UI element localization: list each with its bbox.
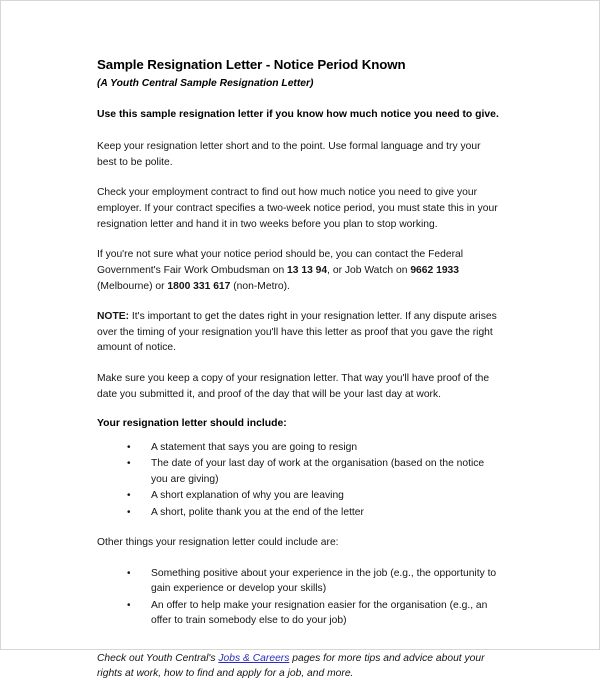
list-item [97,456,501,487]
list-item-label: A short explanation of why you are leaving [151,490,344,501]
contacts-text-4: (non-Metro). [230,281,290,292]
jobs-and-careers-link[interactable]: Jobs & Careers [218,653,289,664]
list-item [97,488,501,503]
bullet-icon: • [127,505,131,520]
list-item-label: A statement that says you are going to resign [151,442,357,453]
list-should-include [97,440,501,520]
note-text: It's important to get the dates right in your resignation letter. If any dispute arises over the timing of your resignation you'll have this letter as proof that you gave the right amount of notice. [97,311,497,353]
contacts-text-3: (Melbourne) or [97,281,167,292]
phone-fair-work-ombudsman: 13 13 94 [287,265,327,276]
list-item [97,598,501,629]
list-item-label: A short, polite thank you at the end of the letter [151,507,364,518]
page-title: Sample Resignation Letter - Notice Period Known [97,57,501,74]
bullet-icon: • [127,488,131,503]
bullet-icon: • [127,456,131,471]
paragraph-keep-short: Keep your resignation letter short and to the point. Use formal language and try your best to be polite. [97,139,501,170]
section-heading-should-include: Your resignation letter should include: [97,417,501,432]
phone-job-watch-melbourne: 9662 1933 [410,265,459,276]
note-label: NOTE: [97,311,129,322]
contacts-text-2: , or Job Watch on [327,265,410,276]
paragraph-note [97,309,501,356]
phone-job-watch-non-metro: 1800 331 617 [167,281,230,292]
paragraph-contacts [97,247,501,294]
list-item-label: An offer to help make your resignation easier for the organisation (e.g., an offer to train somebody else to do your job) [151,600,487,626]
document-body [97,57,501,681]
closing-text-1: Check out Youth Central's [97,653,218,664]
bullet-icon: • [127,598,131,613]
list-item [97,566,501,597]
page-subtitle: (A Youth Central Sample Resignation Letter) [97,77,501,90]
section-heading-other-things: Other things your resignation letter could include are: [97,535,501,551]
list-item-label: The date of your last day of work at the organisation (based on the notice you are giving) [151,458,484,484]
closing-paragraph [97,651,501,681]
closing-text-2: pages for more tips and advice about your rights at work, how to find and apply for a job, and more. [97,653,485,679]
list-item [97,505,501,520]
list-other-things [97,566,501,629]
bullet-icon: • [127,440,131,455]
bullet-icon: • [127,566,131,581]
list-item-label: Something positive about your experience in the job (e.g., the opportunity to gain experience or develop your skills) [151,568,496,594]
contacts-text-1: If you're not sure what your notice period should be, you can contact the Federal Government's Fair Work Ombudsman on [97,249,463,276]
list-item [97,440,501,455]
paragraph-keep-copy: Make sure you keep a copy of your resignation letter. That way you'll have proof of the date you submitted it, and proof of the day that will be your last day at work. [97,371,501,402]
paragraph-check-contract: Check your employment contract to find out how much notice you need to give your employer. If your contract specifies a two-week notice period, you must state this in your resignation letter and hand it in two weeks before you plan to stop working. [97,185,501,232]
lead-paragraph: Use this sample resignation letter if you know how much notice you need to give. [97,108,501,122]
